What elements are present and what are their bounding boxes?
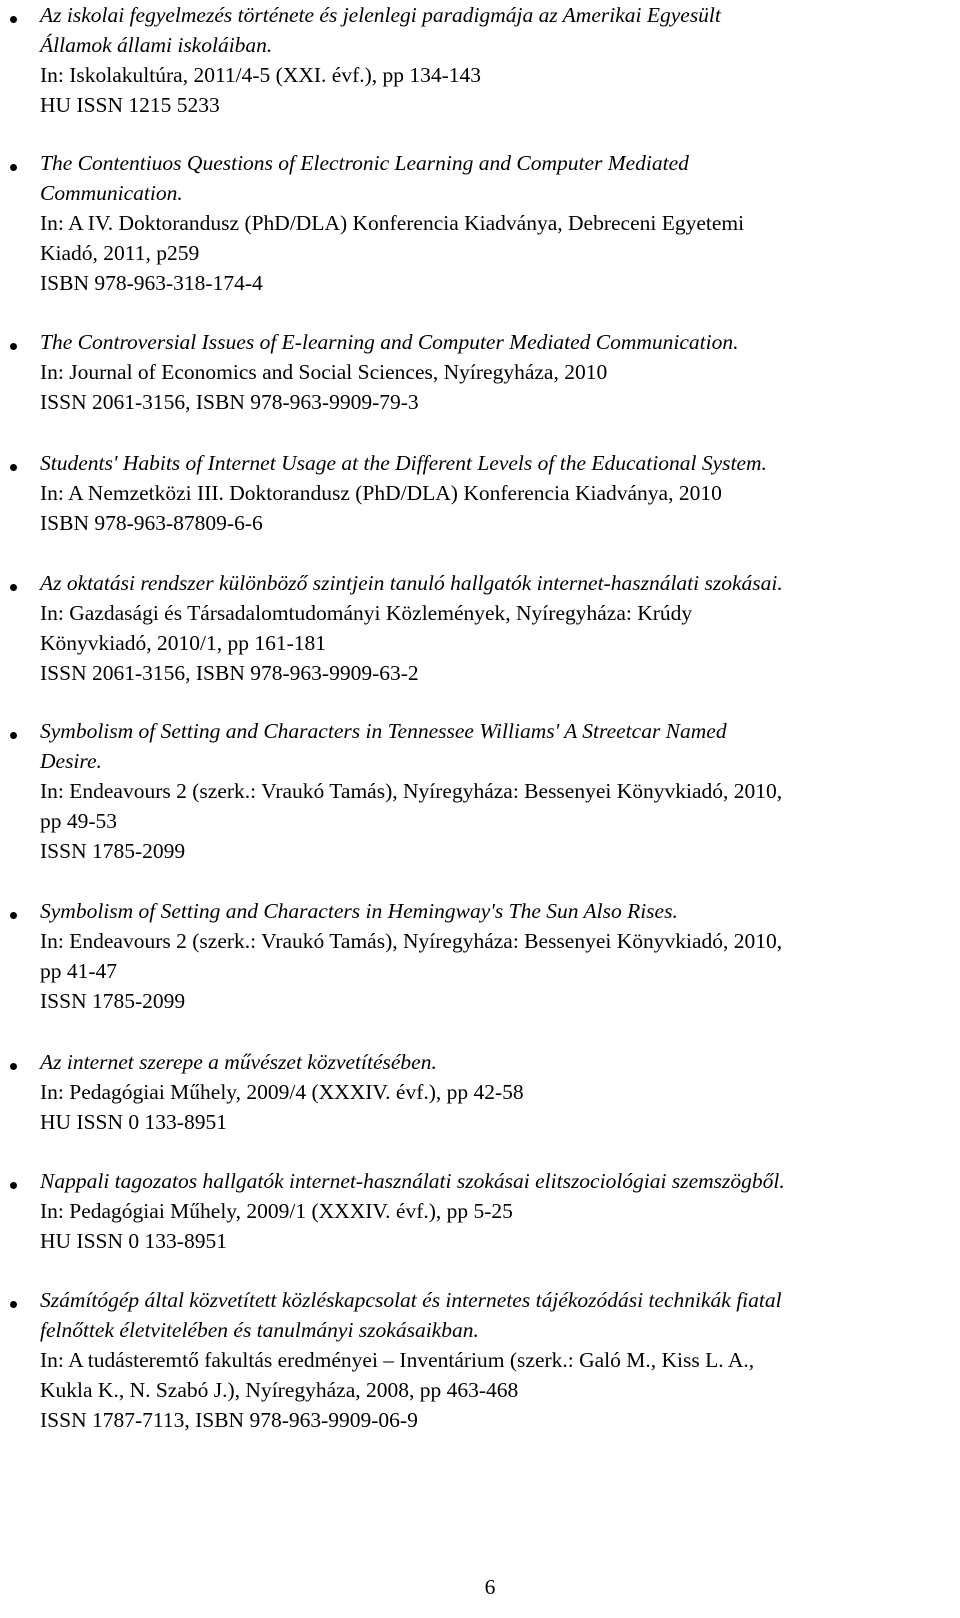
publication-detail: ISBN 978-963-87809-6-6	[40, 511, 263, 535]
publication-detail: ISSN 2061-3156, ISBN 978-963-9909-79-3	[40, 390, 419, 414]
publication-title: Államok állami iskoláiban.	[40, 33, 273, 57]
publication-detail: HU ISSN 1215 5233	[40, 93, 220, 117]
publication-title: Symbolism of Setting and Characters in Hemingway's The Sun Also Rises.	[40, 899, 678, 923]
publication-body	[40, 0, 945, 120]
publication-title: Symbolism of Setting and Characters in Tennessee Williams' A Streetcar Named	[40, 719, 727, 743]
publication-detail: In: Endeavours 2 (szerk.: Vraukó Tamás), Nyíregyháza: Bessenyei Könyvkiadó, 2010,	[40, 929, 783, 953]
page-number: 6	[484, 1575, 496, 1599]
bullet-icon	[10, 464, 17, 471]
publication-detail: In: Pedagógiai Műhely, 2009/1 (XXXIV. évf.), pp 5-25	[40, 1199, 513, 1223]
publication-title: felnőttek életvitelében és tanulmányi szokásaikban.	[40, 1318, 479, 1342]
publication-detail: ISBN 978-963-318-174-4	[40, 271, 263, 295]
publication-title: The Contentiuos Questions of Electronic Learning and Computer Mediated	[40, 151, 689, 175]
publication-title: Communication.	[40, 181, 183, 205]
publication-detail: In: Gazdasági és Társadalomtudományi Közlemények, Nyíregyháza: Krúdy	[40, 601, 693, 625]
publication-body	[40, 1285, 945, 1435]
publication-detail: pp 41-47	[40, 959, 118, 983]
publication-title: The Controversial Issues of E-learning and Computer Mediated Communication.	[40, 330, 739, 354]
bullet-icon	[10, 1182, 17, 1189]
bullet-icon	[10, 912, 17, 919]
publication-detail: Kiadó, 2011, p259	[40, 241, 200, 265]
bullet-icon	[10, 1063, 17, 1070]
bullet-icon	[10, 16, 17, 23]
publication-detail: In: Journal of Economics and Social Sciences, Nyíregyháza, 2010	[40, 360, 608, 384]
publication-detail: ISSN 1787-7113, ISBN 978-963-9909-06-9	[40, 1408, 418, 1432]
bullet-icon	[10, 584, 17, 591]
publication-detail: Kukla K., N. Szabó J.), Nyíregyháza, 2008, pp 463-468	[40, 1378, 519, 1402]
publication-body	[40, 327, 945, 417]
publication-detail: HU ISSN 0 133-8951	[40, 1229, 227, 1253]
publication-title: Az internet szerepe a művészet közvetítésében.	[40, 1050, 437, 1074]
publication-detail: In: Pedagógiai Műhely, 2009/4 (XXXIV. évf.), pp 42-58	[40, 1080, 524, 1104]
bullet-icon	[10, 732, 17, 739]
publication-detail: pp 49-53	[40, 809, 118, 833]
publication-detail: HU ISSN 0 133-8951	[40, 1110, 227, 1134]
publication-detail: ISSN 1785-2099	[40, 839, 186, 863]
publication-body	[40, 1047, 945, 1137]
publication-detail: ISSN 1785-2099	[40, 989, 186, 1013]
publication-body	[40, 896, 945, 1016]
bullet-icon	[10, 164, 17, 171]
bullet-icon	[10, 343, 17, 350]
publication-body	[40, 1166, 945, 1256]
publication-detail: In: Endeavours 2 (szerk.: Vraukó Tamás), Nyíregyháza: Bessenyei Könyvkiadó, 2010,	[40, 779, 783, 803]
publication-title: Az iskolai fegyelmezés története és jelenlegi paradigmája az Amerikai Egyesült	[40, 3, 721, 27]
publication-title: Students' Habits of Internet Usage at the Different Levels of the Educational System.	[40, 451, 767, 475]
publication-title: Desire.	[40, 749, 102, 773]
publication-detail: In: Iskolakultúra, 2011/4-5 (XXI. évf.), pp 134-143	[40, 63, 482, 87]
publication-body	[40, 716, 945, 866]
publication-title: Számítógép által közvetített közléskapcsolat és internetes tájékozódási technikák fiatal	[40, 1288, 782, 1312]
bullet-icon	[10, 1301, 17, 1308]
publication-body	[40, 148, 945, 298]
publication-detail: Könyvkiadó, 2010/1, pp 161-181	[40, 631, 327, 655]
publication-detail: In: A IV. Doktorandusz (PhD/DLA) Konferencia Kiadványa, Debreceni Egyetemi	[40, 211, 745, 235]
publication-detail: ISSN 2061-3156, ISBN 978-963-9909-63-2	[40, 661, 419, 685]
publication-detail: In: A Nemzetközi III. Doktorandusz (PhD/DLA) Konferencia Kiadványa, 2010	[40, 481, 722, 505]
publication-detail: In: A tudásteremtő fakultás eredményei – Inventárium (szerk.: Galó M., Kiss L. A.,	[40, 1348, 755, 1372]
publication-title: Nappali tagozatos hallgatók internet-használati szokásai elitszociológiai szemszögből.	[40, 1169, 785, 1193]
publication-title: Az oktatási rendszer különböző szintjein tanuló hallgatók internet-használati szokásai.	[40, 571, 783, 595]
publication-body	[40, 448, 945, 538]
publication-body	[40, 568, 945, 688]
